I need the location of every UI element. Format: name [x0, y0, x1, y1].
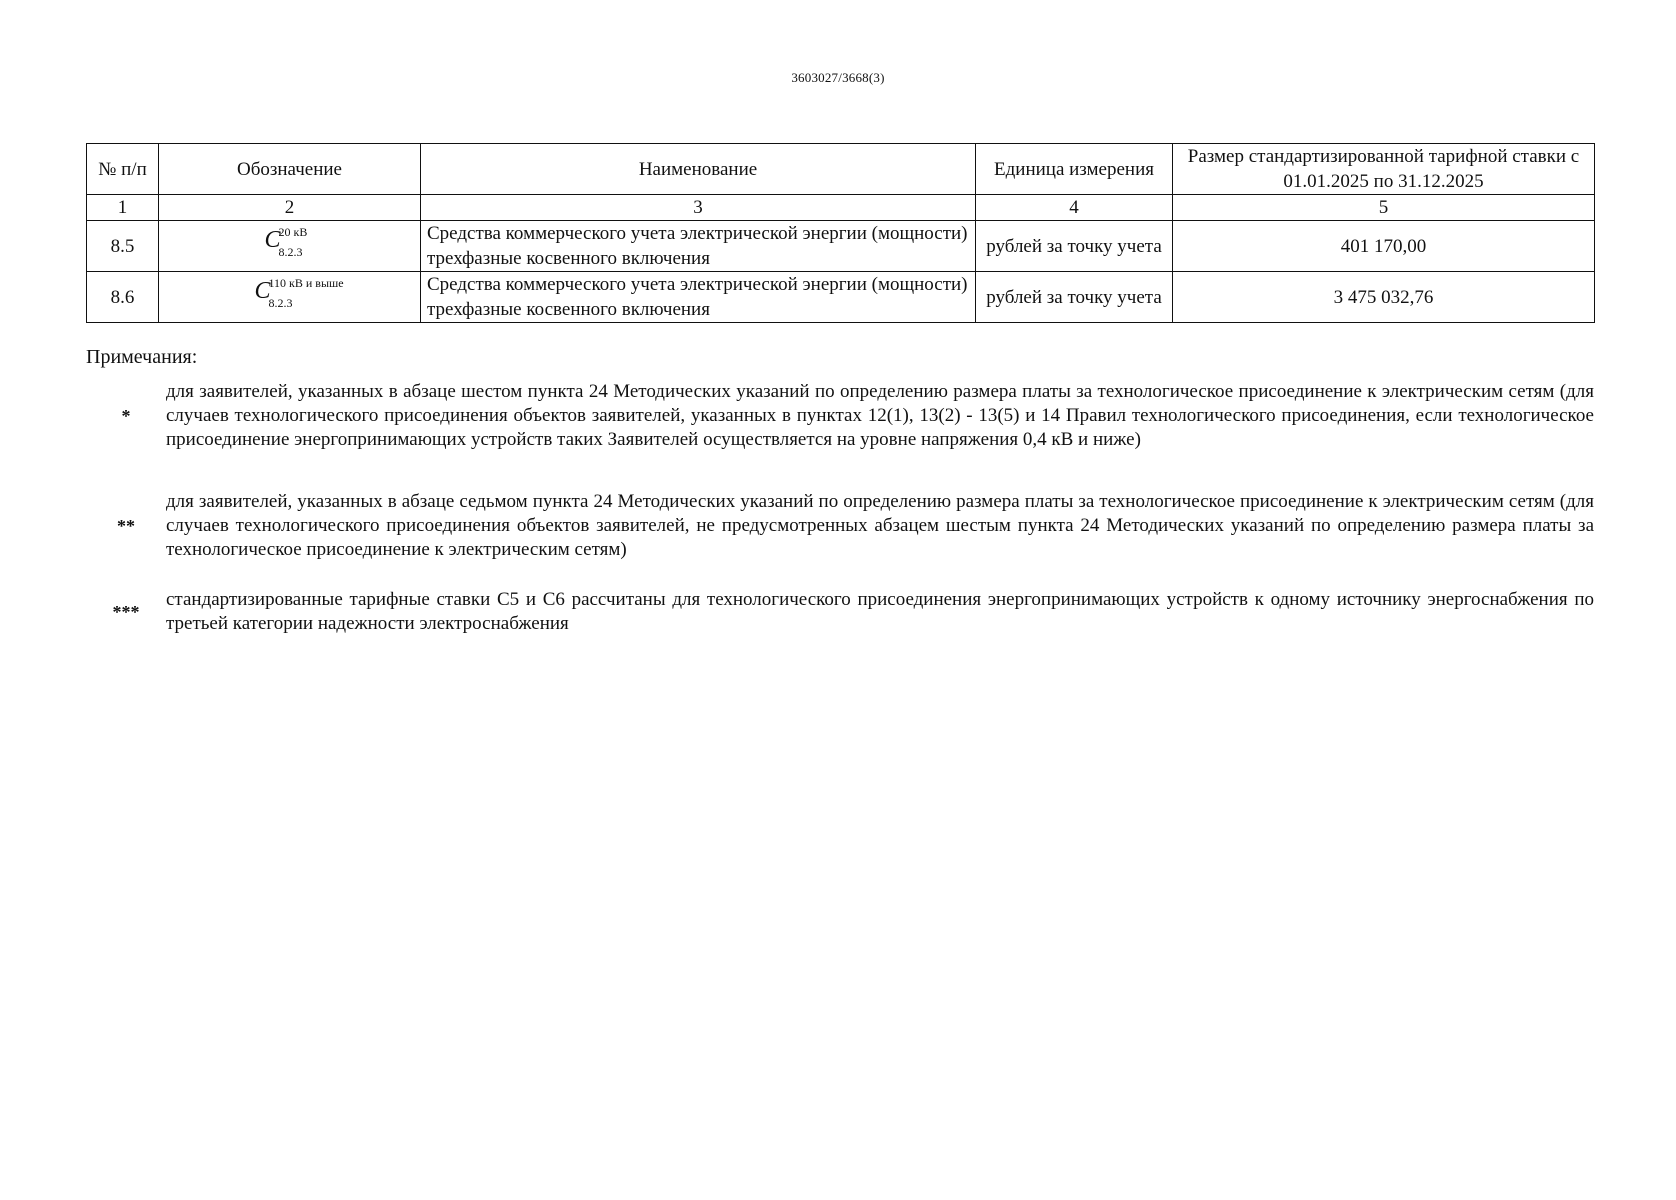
column-number: 4	[976, 195, 1173, 221]
unit-cell: рублей за точку учета	[976, 272, 1173, 323]
designation-cell	[159, 221, 421, 272]
designation-subscript: 8.2.3	[268, 295, 293, 310]
tariff-table	[86, 143, 1595, 323]
footnote-mark: **	[117, 516, 135, 536]
rate-value-cell: 401 170,00	[1173, 221, 1595, 272]
designation-superscript: 110 кВ и выше	[268, 275, 344, 290]
designation-cell	[159, 272, 421, 323]
designation-formula	[235, 275, 345, 313]
column-header-number: № п/п	[87, 144, 159, 195]
notes-title: Примечания:	[86, 346, 198, 368]
footnote-item	[86, 490, 1594, 562]
footnote-item	[86, 380, 1594, 452]
column-number-row	[87, 195, 1595, 221]
designation-base: C	[264, 226, 281, 253]
designation-formula	[235, 224, 345, 262]
column-header-rate: Размер стандартизированной тарифной ставки с 01.01.2025 по 31.12.2025	[1173, 144, 1595, 195]
name-cell: Средства коммерческого учета электрической энергии (мощности) трехфазные косвенного включения	[421, 221, 976, 272]
designation-subscript: 8.2.3	[278, 244, 303, 259]
rate-value-cell: 3 475 032,76	[1173, 272, 1595, 323]
column-number: 1	[87, 195, 159, 221]
table-row	[87, 221, 1595, 272]
footnote-text: для заявителей, указанных в абзаце шестом пункта 24 Методических указаний по определению размера платы за технологическое присоединение к электрическим сетям (для случаев технологического присоединения объектов заявителей, указанных в пунктах 12(1), 13(2) - 13(5) и 14 Правил технологического присоединения, если технологическое присоединение энергопринимающих устройств таких Заявителей осуществляется на уровне напряжения 0,4 кВ и ниже)	[166, 381, 1594, 450]
row-number: 8.5	[87, 221, 159, 272]
column-header-unit: Единица измерения	[976, 144, 1173, 195]
column-number: 5	[1173, 195, 1595, 221]
column-header-name: Наименование	[421, 144, 976, 195]
row-number: 8.6	[87, 272, 159, 323]
footnote-mark: *	[121, 406, 131, 426]
designation-base: C	[254, 277, 271, 304]
column-number: 3	[421, 195, 976, 221]
column-header-designation: Обозначение	[159, 144, 421, 195]
table-row	[87, 272, 1595, 323]
column-number: 2	[159, 195, 421, 221]
table-header-row	[87, 144, 1595, 195]
footnote-mark: ***	[112, 602, 140, 622]
footnote-text: стандартизированные тарифные ставки C5 и C6 рассчитаны для технологического присоединения энергопринимающих устройств к одному источнику энергоснабжения по третьей категории надежности электроснабжения	[166, 589, 1594, 634]
document-code: 3603027/3668(3)	[791, 70, 885, 85]
footnote-text: для заявителей, указанных в абзаце седьмом пункта 24 Методических указаний по определению размера платы за технологическое присоединение к электрическим сетям (для случаев технологического присоединения объектов заявителей, не предусмотренных абзацем шестым пункта 24 Методических указаний по определению размера платы за технологическое присоединение к электрическим сетям)	[166, 491, 1594, 560]
name-cell: Средства коммерческого учета электрической энергии (мощности) трехфазные косвенного включения	[421, 272, 976, 323]
unit-cell: рублей за точку учета	[976, 221, 1173, 272]
footnote-item	[86, 588, 1594, 636]
designation-superscript: 20 кВ	[278, 224, 308, 239]
